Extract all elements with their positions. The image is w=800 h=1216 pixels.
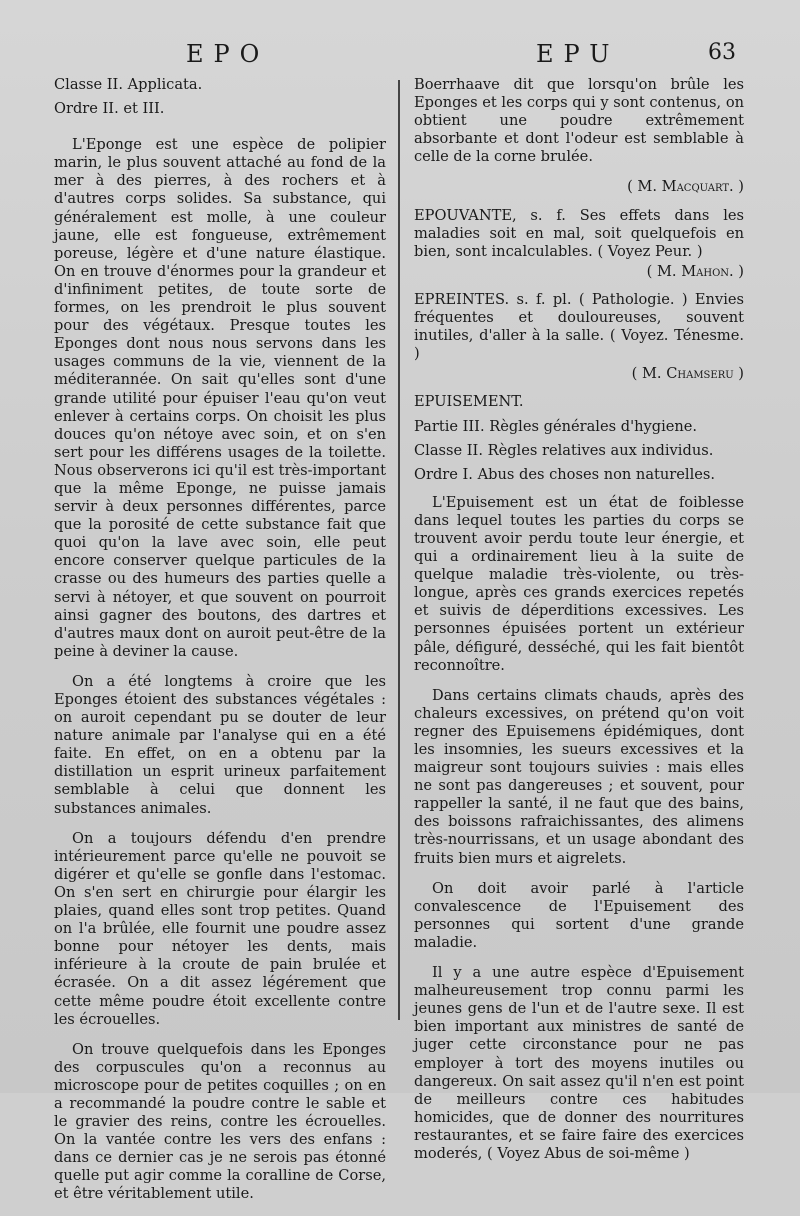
column-divider: [398, 80, 400, 1020]
ordre-heading: Ordre II. et III.: [54, 100, 165, 118]
paragraph: On trouve quelquefois dans les Eponges des corpuscules qu'on a reconnus au microscope pour de petites coquilles ; on en a recommandé la poudre contre le sable et le gravier des reins, contre les écrouelles. On la vantée contre les vers des enfans : dans ce dernier cas je ne serois pas étonné quelle put agir comme la coralline de Corse, et être véritablement utile.: [54, 1040, 386, 1203]
right-column: [414, 76, 744, 1175]
paragraph: Dans certains climats chauds, après des chaleurs excessives, on prétend qu'on voit regner des Epuisemens épidémiques, dont les insomnies, les sueurs excessives et la maigreur sont toujours suivies : mais elles ne sont pas dangereuses ; et souvent, pour rappeller la santé, il ne faut que des bains, des boissons rafraichissantes, des alimens très-nourrissans, et un usage abondant des fruits bien murs et aigrelets.: [414, 686, 744, 867]
partie-heading: Partie III. Règles générales d'hygiene.: [414, 417, 698, 435]
paragraph: On a été longtems à croire que les Eponges étoient des substances végétales : on auroit cependant pu se douter de leur nature animale par l'analyse qui en a été faite. En effet, on en a obtenu par la distillation un esprit urineux parfaitement semblable à celui que donnent les substances animales.: [54, 672, 386, 817]
header-left-word: EPO: [186, 40, 270, 68]
author-signature: ( M. Macquart. ): [627, 178, 744, 196]
paragraph: Boerrhaave dit que lorsqu'on brûle les Eponges et les corps qui y sont contenus, on obtient une poudre extrêmement absorbante et dont l'odeur est semblable à celle de la corne brulée.: [414, 76, 744, 166]
classe-heading: Classe II. Règles relatives aux individus.: [414, 441, 714, 459]
paragraph: On a toujours défendu d'en prendre intérieurement parce qu'elle ne pouvoit se digérer et qu'elle se gonfle dans l'estomac. On s'en sert en chirurgie pour élargir les plaies, quand elles sont trop petites. Quand on l'a brûlée, elle fournit une poudre assez bonne pour nétoyer les dents, mais inférieure à la croute de pain brulée et écrasée. On a dit assez légérement que cette même poudre étoit excellente contre les écrouelles.: [54, 829, 386, 1028]
page-number: 63: [708, 40, 736, 65]
entry-epreintes: EPREINTES. s. f. pl. ( Pathologie. ) Envies fréquentes et douloureuses, souvent inutiles, d'aller à la salle. ( Voyez. Ténesme. ): [414, 290, 744, 363]
author-signature: ( M. Chamseru ): [631, 365, 744, 383]
running-header: [0, 40, 800, 74]
entry-epuisement-title: EPUISEMENT.: [414, 393, 524, 411]
header-middle-word: EPU: [536, 40, 620, 68]
author-signature: ( M. Mahon. ): [646, 262, 744, 280]
classe-heading: Classe II. Applicata.: [54, 76, 203, 93]
ordre-heading: Ordre I. Abus des choses non naturelles.: [414, 465, 716, 483]
paragraph: L'Epuisement est un état de foiblesse dans lequel toutes les parties du corps se trouvent avoir perdu toute leur énergie, et qui a ordinairement lieu à la suite de quelque maladie très-violente, ou très-longue, après ces grands exercices repetés et suivis de déperditions excessives. Les personnes épuisées portent un extérieur pâle, défiguré, desséché, qui les fait bientôt reconnoître.: [414, 493, 744, 674]
paragraph: Il y a une autre espèce d'Epuisement malheureusement trop connu parmi les jeunes gens de l'un et de l'autre sexe. Il est bien important aux ministres de santé de juger cette circonstance pour ne pas employer à tort des moyens inutiles ou dangereux. On sait assez qu'il n'en est point de meilleurs contre ces habitudes homicides, que de donner des nourritures restaurantes, et se faire faire des exercices moderés, ( Voyez Abus de soi-même ): [414, 964, 744, 1162]
paragraph: On doit avoir parlé à l'article convalescence de l'Epuisement des personnes qui sortent d'une grande maladie.: [414, 879, 744, 951]
entry-epouvante: EPOUVANTE, s. f. Ses effets dans les maladies soit en mal, soit quelquefois en bien, sont incalculables. ( Voyez Peur. ): [414, 206, 744, 260]
left-column: [54, 76, 386, 1216]
paragraph: L'Eponge est une espèce de polipier marin, le plus souvent attaché au fond de la mer à des pierres, à des rochers et à d'autres corps solides. Sa substance, qui généralement est molle, à une couleur jaune, elle est fongueuse, extrêmement poreuse, légère et d'une nature élastique. On en trouve d'énormes pour la grandeur et d'infiniment petites, de toute sorte de formes, on les prendroit le plus souvent pour des végétaux. Presque toutes les Eponges dont nous nous servons dans les usages communs de la vie, viennent de la méditerannée. On sait qu'elles sont d'une grande utilité pour épuiser l'eau qu'on veut enlever à certains corps. On choisit les plus douces qu'on nétoye avec soin, et on s'en sert pour les différens usages de la toilette. Nous observerons ici qu'il est très-important que la même Eponge, ne puisse jamais servir à deux personnes différentes, parce que la porosité de cette substance fait que quoi qu'on la lave avec soin, elle peut encore conserver quelque particules de la crasse ou des humeurs des parties quelle a servi à nétoyer, et que souvent on pourroit ainsi gagner des boutons, des dartres et d'autres maux dont on auroit peut-être de la peine à deviner la cause.: [54, 136, 386, 660]
